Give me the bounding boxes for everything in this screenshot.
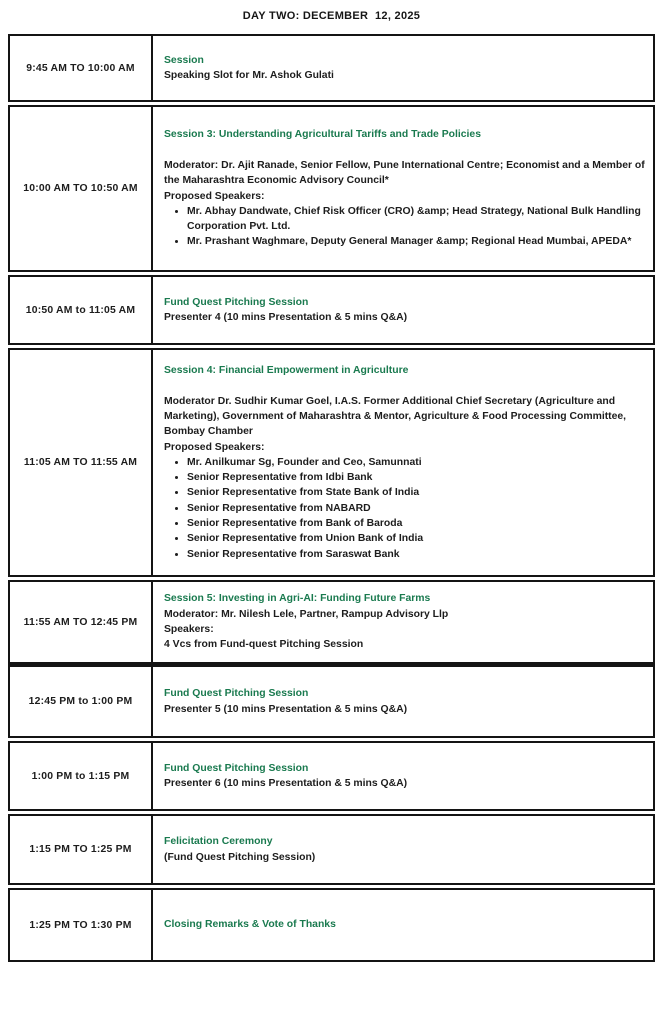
speaker-item: • Senior Representative from State Bank of India <box>187 485 645 500</box>
session-content <box>153 277 653 343</box>
row-time: 10:50 AM to 11:05 AM <box>10 277 153 343</box>
session-title: Fund Quest Pitching Session <box>164 762 309 774</box>
speaker-item: • Senior Representative from NABARD <box>187 501 645 516</box>
row-time: 12:45 PM to 1:00 PM <box>10 667 153 736</box>
page-title: DAY TWO: DECEMBER 12, 2025 <box>242 10 421 22</box>
schedule-row <box>8 665 655 738</box>
row-time: 11:55 AM TO 12:45 PM <box>10 582 153 662</box>
session-text-line: Presenter 4 (10 mins Presentation & 5 mins Q&A) <box>164 312 408 323</box>
session-content <box>153 890 653 960</box>
schedule-row <box>8 741 655 811</box>
session-content <box>153 350 653 575</box>
session-text-line: Proposed Speakers: <box>164 190 265 202</box>
session-title: Session 4: Financial Empowerment in Agriculture <box>164 365 409 377</box>
session-content <box>153 36 653 100</box>
speaker-item: • Senior Representative from Bank of Baroda <box>187 516 645 531</box>
speaker-item: • Mr. Abhay Dandwate, Chief Risk Officer (CRO) &amp; Head Strategy, National Bulk Handling Corporation Pvt. Ltd. <box>187 204 645 235</box>
speaker-item: • Senior Representative from Union Bank of India <box>187 531 645 546</box>
session-content <box>153 816 653 883</box>
session-title: Session 5: Investing in Agri-AI: Funding Future Farms <box>164 593 431 605</box>
session-content <box>153 667 653 736</box>
session-title: Session 3: Understanding Agricultural Tariffs and Trade Policies <box>164 129 481 141</box>
speaker-item: • Mr. Anilkumar Sg, Founder and Ceo, Samunnati <box>187 455 645 470</box>
speaker-list <box>164 455 645 562</box>
session-text-line: 4 Vcs from Fund-quest Pitching Session <box>164 639 364 651</box>
session-content <box>153 582 653 662</box>
schedule-row <box>8 275 655 345</box>
session-text-line: Speaking Slot for Mr. Ashok Gulati <box>164 70 334 81</box>
schedule-row <box>8 34 655 102</box>
row-time: 1:15 PM TO 1:25 PM <box>10 816 153 883</box>
session-text-line: Presenter 6 (10 mins Presentation & 5 mins Q&A) <box>164 778 408 789</box>
session-content <box>153 107 653 270</box>
session-text-line: Proposed Speakers: <box>164 441 265 453</box>
schedule-row <box>8 348 655 577</box>
session-text-line: Presenter 5 (10 mins Presentation & 5 mins Q&A) <box>164 703 408 715</box>
schedule-row <box>8 105 655 272</box>
session-title: Fund Quest Pitching Session <box>164 688 309 700</box>
session-text-line: Moderator Dr. Sudhir Kumar Goel, I.A.S. Former Additional Chief Secretary (Agriculture and Marketing), Government of Maharashtra & Mentor, Agriculture & Food Processing Committee, Bombay Chamber <box>164 395 627 438</box>
schedule-row <box>8 580 655 665</box>
speaker-item: • Senior Representative from Idbi Bank <box>187 470 645 485</box>
session-text-line: Moderator: Mr. Nilesh Lele, Partner, Rampup Advisory Llp <box>164 608 449 620</box>
speaker-item: • Senior Representative from Saraswat Bank <box>187 547 645 562</box>
session-text-line: (Fund Quest Pitching Session) <box>164 851 316 863</box>
session-content <box>153 743 653 809</box>
session-title: Closing Remarks & Vote of Thanks <box>164 919 336 931</box>
speaker-item: • Mr. Prashant Waghmare, Deputy General Manager &amp; Regional Head Mumbai, APEDA* <box>187 234 645 249</box>
schedule-table <box>8 34 655 962</box>
schedule-row <box>8 888 655 962</box>
session-text-line: Speakers: <box>164 624 214 635</box>
row-time: 9:45 AM TO 10:00 AM <box>10 36 153 100</box>
row-time: 11:05 AM TO 11:55 AM <box>10 350 153 575</box>
row-time: 10:00 AM TO 10:50 AM <box>10 107 153 270</box>
session-title: Fund Quest Pitching Session <box>164 296 309 308</box>
row-time: 1:25 PM TO 1:30 PM <box>10 890 153 960</box>
session-title: Felicitation Ceremony <box>164 836 273 848</box>
session-text-line: Moderator: Dr. Ajit Ranade, Senior Fellow, Pune International Centre; Economist and a Member of the Maharashtra Economic Advisory Council* <box>164 159 645 187</box>
session-title: Session <box>164 54 204 66</box>
row-time: 1:00 PM to 1:15 PM <box>10 743 153 809</box>
speaker-list <box>164 204 645 250</box>
schedule-row <box>8 814 655 885</box>
